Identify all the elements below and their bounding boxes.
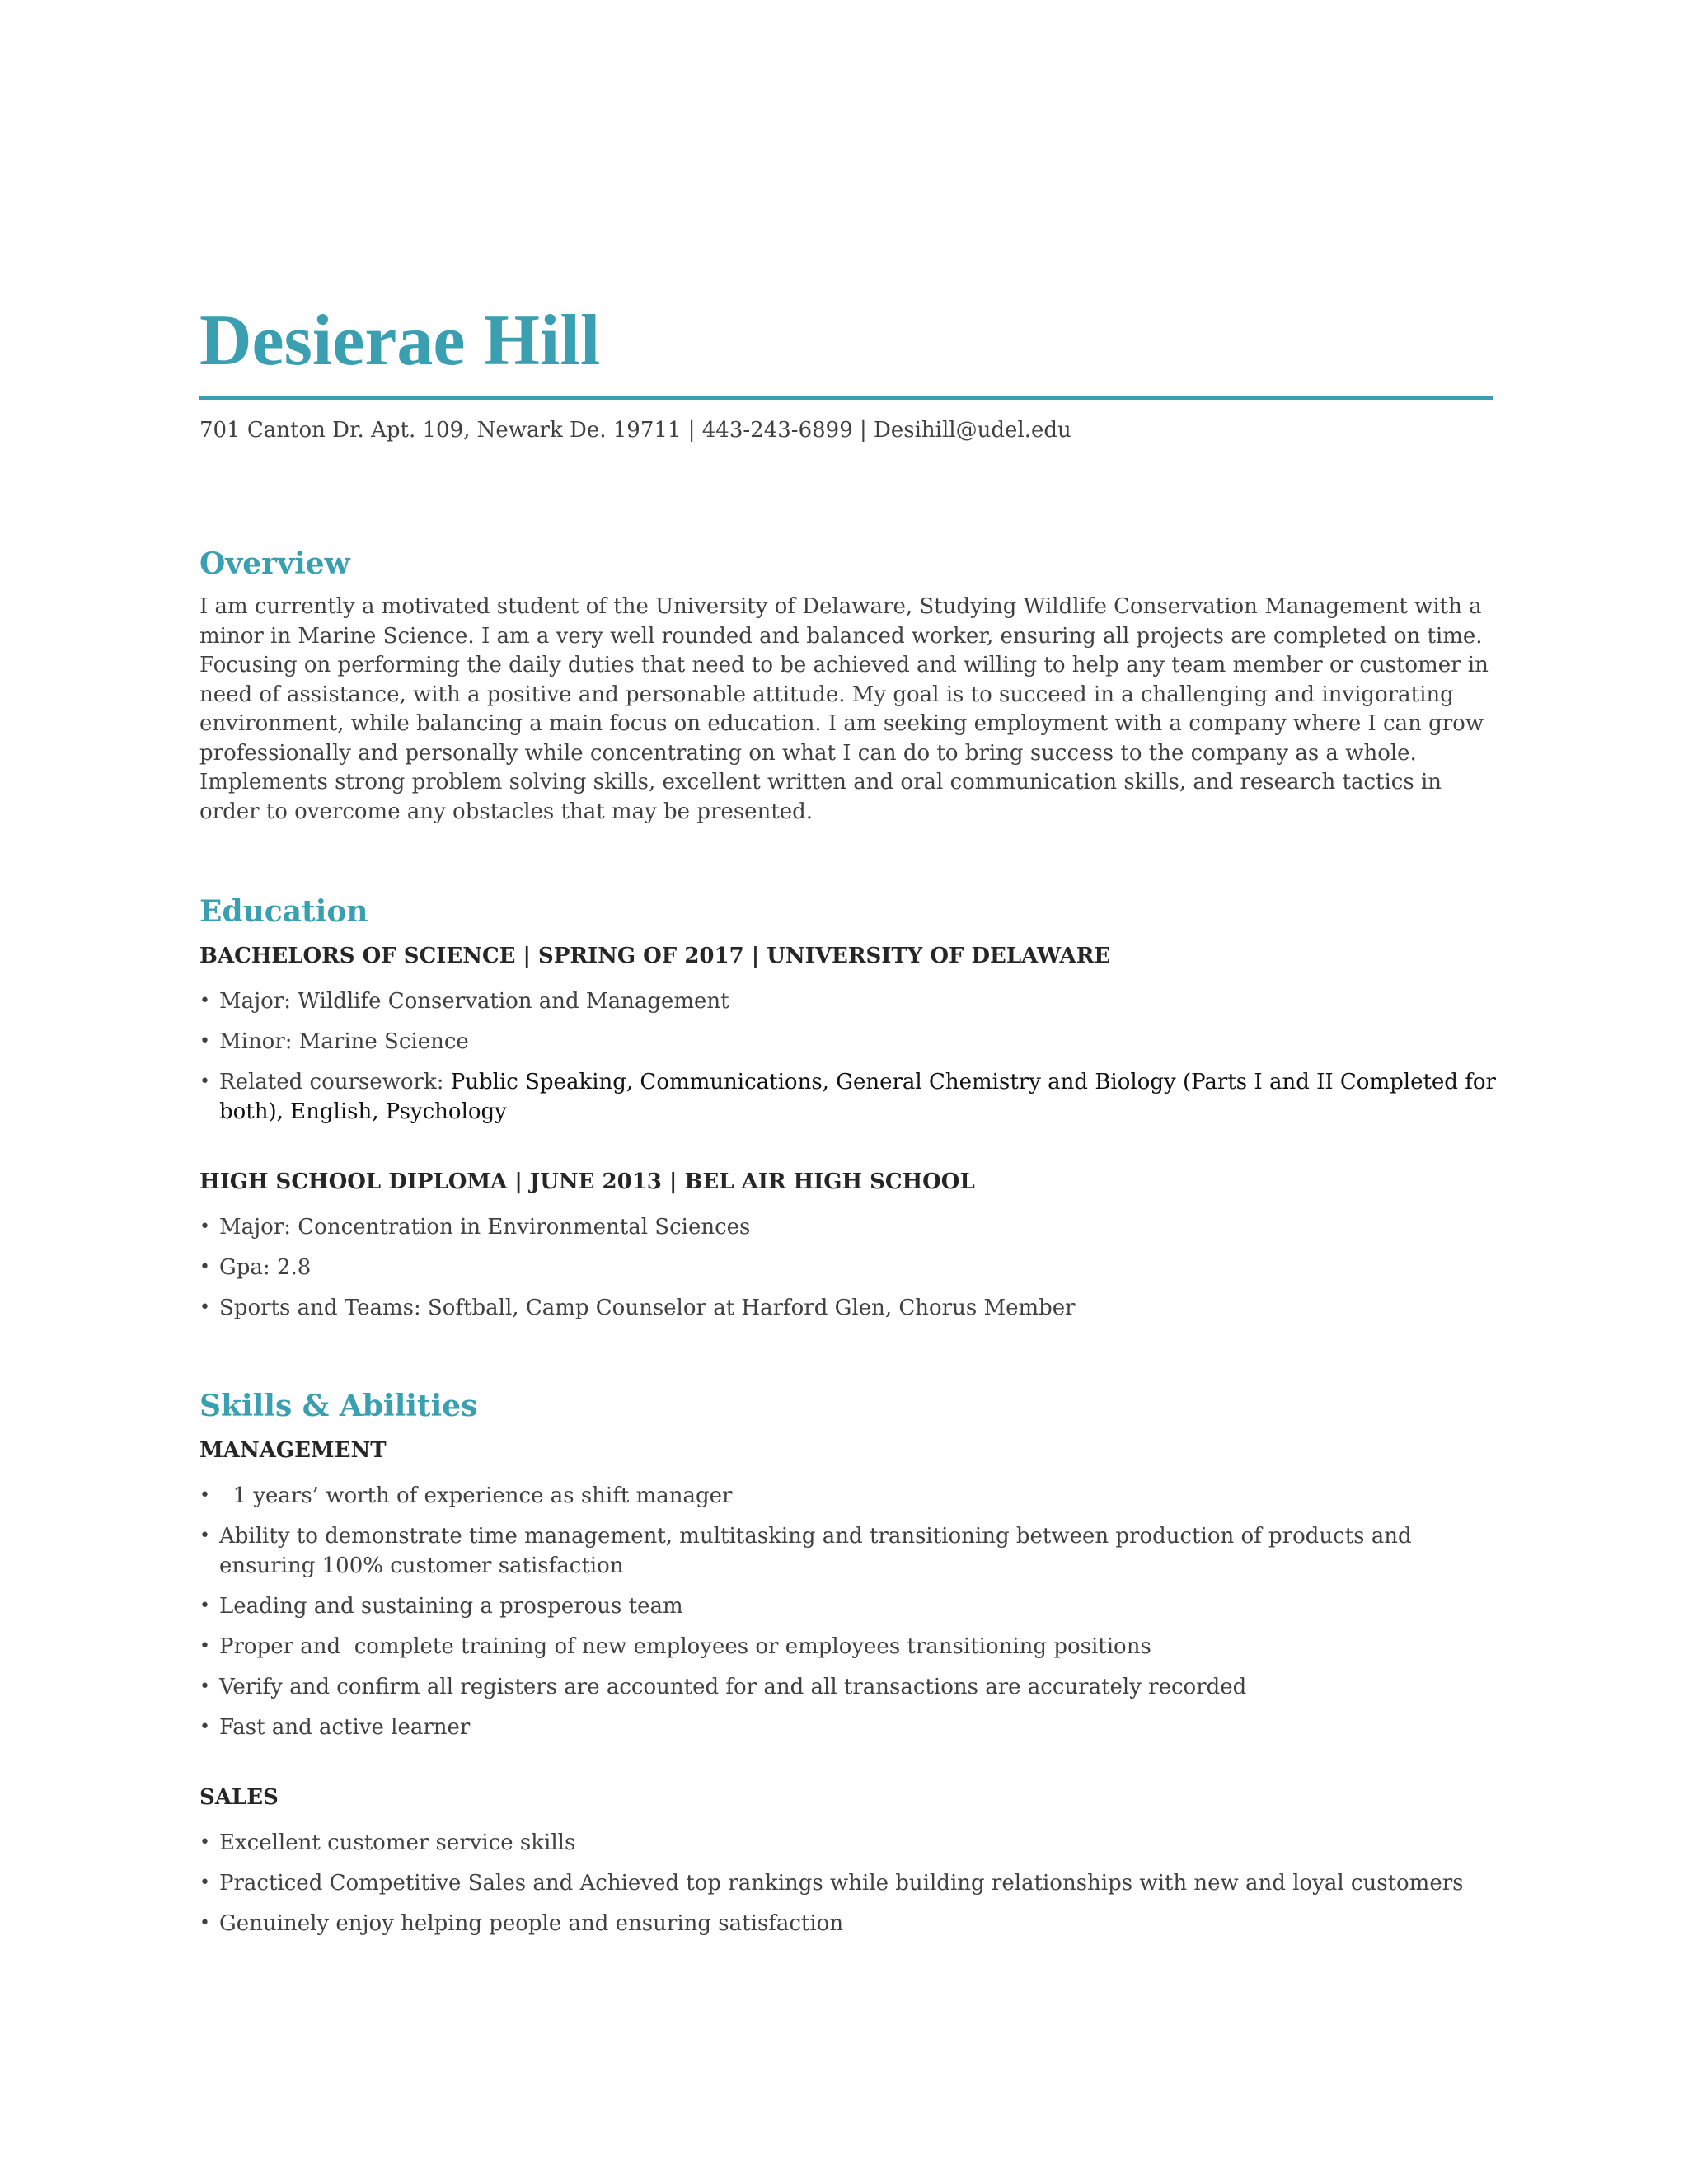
list-item: • Major: Concentration in Environmental Sciences xyxy=(199,1212,1497,1242)
bullet-icon: • xyxy=(199,1485,210,1506)
bullet-icon: • xyxy=(199,1596,210,1616)
resume-name: Desierae Hill xyxy=(199,305,1493,400)
list-item: • Gpa: 2.8 xyxy=(199,1253,1497,1282)
sales-list xyxy=(199,1828,1498,1938)
bullet-icon: • xyxy=(199,1031,210,1052)
bachelors-list xyxy=(199,987,1498,1127)
list-item: • Ability to demonstrate time management, multitasking and transitioning between production of products and ensuring 100% customer satisfaction xyxy=(199,1521,1497,1581)
bullet-icon: • xyxy=(199,1872,210,1893)
skills-heading: Skills & Abilities xyxy=(199,1389,478,1423)
coursework-label: Related coursework: xyxy=(219,1070,451,1094)
bullet-icon: • xyxy=(199,1676,210,1697)
education-heading: Education xyxy=(199,894,368,929)
list-item: • Fast and active learner xyxy=(199,1713,1497,1742)
list-item: • Proper and complete training of new employees or employees transitioning positions xyxy=(199,1632,1497,1661)
bullet-icon: • xyxy=(199,1636,210,1657)
resume-page xyxy=(199,301,1498,1949)
list-item: • Leading and sustaining a prosperous team xyxy=(199,1591,1497,1621)
bullet-icon: • xyxy=(199,1526,210,1546)
bullet-icon: • xyxy=(199,1832,210,1853)
overview-text: I am currently a motivated student of the University of Delaware, Studying Wildlife Conservation Management with a minor in Marine Science. I am a very well rounded and balanced worker, ensuring all projects are completed on time. Focusing on performing the daily duties that need to be achieved and willing to help any team member or customer in need of assistance, with a positive and personable attitude. My goal is to succeed in a challenging and invigorating environment, while balancing a main focus on education. I am seeking employment with a company where I can grow professionally and personally while concentrating on what I can do to bring success to the company as a whole. Implements strong problem solving skills, excellent written and oral communication skills, and research tactics in order to overcome any obstacles that may be presented. xyxy=(199,594,1489,824)
list-item: • Practiced Competitive Sales and Achieved top rankings while building relationships with new and loyal customers xyxy=(199,1868,1497,1898)
list-item: • 1 years’ worth of experience as shift manager xyxy=(199,1481,1497,1511)
list-item: • Minor: Marine Science xyxy=(199,1027,1497,1057)
coursework-value: Public Speaking, Communications, General Chemistry and Biology (Parts I and II Completed for both), English, Psychology xyxy=(219,1070,1496,1124)
list-item: • Sports and Teams: Softball, Camp Counselor at Harford Glen, Chorus Member xyxy=(199,1293,1497,1323)
list-item: • Major: Wildlife Conservation and Management xyxy=(199,987,1497,1016)
overview-heading: Overview xyxy=(199,546,350,581)
bullet-icon: • xyxy=(199,1257,210,1277)
list-item: • Excellent customer service skills xyxy=(199,1828,1497,1858)
contact-line: 701 Canton Dr. Apt. 109, Newark De. 19711 | 443-243-6899 | Desihill@udel.edu xyxy=(199,418,1071,443)
bullet-icon: • xyxy=(199,1071,210,1092)
bullet-icon: • xyxy=(199,1913,210,1933)
bullet-icon: • xyxy=(199,991,210,1011)
bullet-icon: • xyxy=(199,1297,210,1318)
management-list xyxy=(199,1481,1498,1742)
skills-management-heading: MANAGEMENT xyxy=(199,1438,387,1463)
highschool-list xyxy=(199,1212,1498,1323)
skills-sales-heading: SALES xyxy=(199,1785,279,1810)
list-item: • Genuinely enjoy helping people and ensuring satisfaction xyxy=(199,1909,1497,1938)
bullet-icon: • xyxy=(199,1717,210,1737)
degree-heading-bachelors: BACHELORS OF SCIENCE | SPRING OF 2017 | UNIVERSITY OF DELAWARE xyxy=(199,944,1111,968)
degree-heading-highschool: HIGH SCHOOL DIPLOMA | JUNE 2013 | BEL AIR HIGH SCHOOL xyxy=(199,1169,975,1194)
list-item: • Verify and confirm all registers are accounted for and all transactions are accurately recorded xyxy=(199,1672,1497,1702)
list-item xyxy=(199,1067,1497,1127)
bullet-icon: • xyxy=(199,1216,210,1237)
